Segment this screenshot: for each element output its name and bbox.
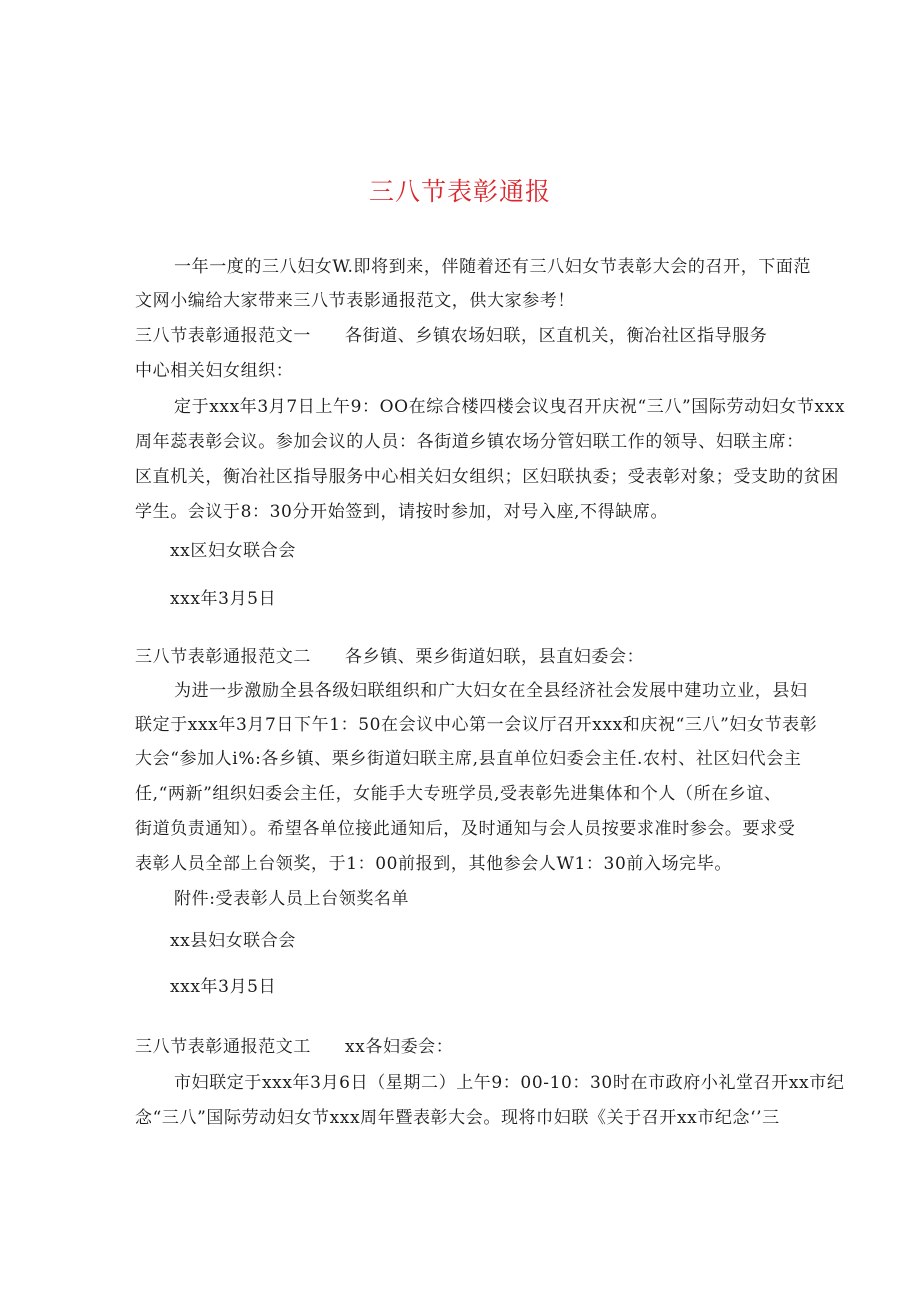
intro-line-2: 文网小编给大家带来三八节表影通报范文，供大家参考！ xyxy=(135,291,575,311)
sample2-body-line: 大会“参加人i%:各乡镇、栗乡街道妇联主席,县直单位妇委会主任.农村、社区妇代会主 xyxy=(135,749,802,769)
sample2-body-line: 联定于xxx年3月7日下午1：50在会议中心第一会议厅召开xxx和庆祝“三八”妇女节表彰 xyxy=(135,715,818,735)
sample2-signature: xx县妇女联合会 xyxy=(170,931,296,951)
sample2-addressee: 各乡镇、栗乡街道妇联，县直妇委会： xyxy=(345,647,645,667)
document-title: 三八节表彰通报 xyxy=(368,177,551,206)
sample1-signature: xx区妇女联合会 xyxy=(170,541,296,561)
sample2-heading: 三八节表彰通报范文二 xyxy=(135,647,311,667)
sample2-body-line: 任,“两新”组织妇委会主任，女能手大专班学员,受表彰先进集体和个人（所在乡谊、 xyxy=(135,784,782,804)
sample3-addressee: xx各妇委会： xyxy=(345,1037,454,1057)
sample1-addressee: 各街道、乡镇农场妇联，区直机关，衡冶社区指导服务 xyxy=(345,326,768,346)
intro-line-1: 一年一度的三八妇女W.即将到来，伴随着还有三八妇女节表彰大会的召开，下面范 xyxy=(174,257,812,277)
sample1-body-line: 周年蕊表彰会议。参加会议的人员：各街道乡镇农场分管妇联工作的领导、妇联主席： xyxy=(135,432,804,452)
sample3-body-line: 念“三八”国际劳动妇女节xxx周年暨表彰大会。现将巾妇联《关于召开xx市纪念‘’三 xyxy=(135,1108,780,1128)
sample2-body-line: 表彰人员全部上台领奖，于1：00前报到，其他参会人W1：30前入场完毕。 xyxy=(135,854,732,874)
sample1-heading: 三八节表彰通报范文一 xyxy=(135,326,311,346)
sample1-body-line: 定于xxx年3月7日上午9：OO在综合楼四楼会议曳召开庆祝“三八”国际劳动妇女节xxx xyxy=(174,397,846,417)
sample1-date: xxx年3月5日 xyxy=(170,589,277,609)
sample2-date: xxx年3月5日 xyxy=(170,977,277,997)
sample1-addressee-cont: 中心相关妇女组织： xyxy=(135,361,294,381)
sample3-heading: 三八节表彰通报范文工 xyxy=(135,1037,311,1057)
sample1-body-line: 学生。会议于8：30分开始签到，请按时参加，对号入座,不得缺席。 xyxy=(135,502,669,522)
sample2-body-line: 街道负责通知）。希望各单位接此通知后，及时通知与会人员按要求准时参会。要求受 xyxy=(135,819,796,839)
sample1-body-line: 区直机关，衡冶社区指导服务中心相关妇女组织；区妇联执委；受表彰对象；受支助的贫困 xyxy=(135,467,839,487)
sample2-body-line: 为进一步激励全县各级妇联组织和广大妇女在全县经济社会发展中建功立业，县妇 xyxy=(174,681,808,701)
sample2-attachment: 附件:受表彰人员上台领奖名单 xyxy=(174,889,410,909)
sample3-body-line: 市妇联定于xxx年3月6日（星期二）上午9：00-10：30时在市政府小礼堂召开xx市纪 xyxy=(174,1073,845,1093)
